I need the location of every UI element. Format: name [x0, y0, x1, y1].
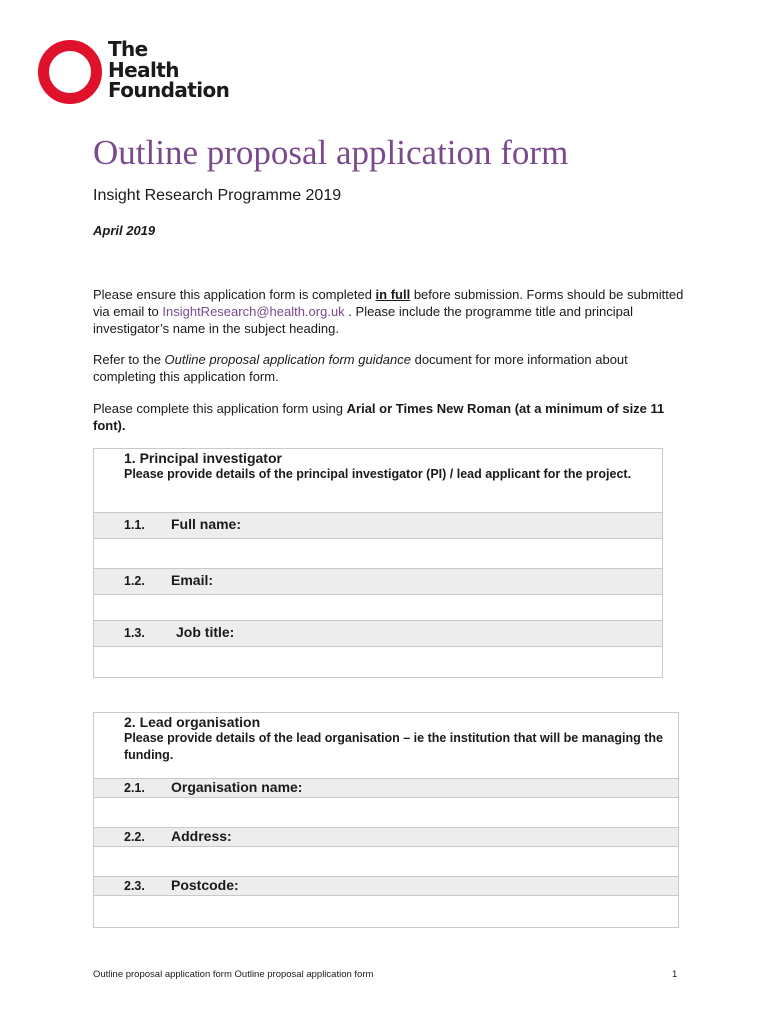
logo-ring-icon [38, 40, 102, 104]
page-title: Outline proposal application form [93, 133, 569, 172]
page-number: 1 [672, 969, 678, 980]
page-subtitle: Insight Research Programme 2019 [93, 187, 342, 204]
field-number: 2.3. [124, 879, 145, 893]
postcode-input[interactable] [95, 896, 677, 925]
section-2-heading: 2. Lead organisation [124, 714, 261, 730]
p1-emphasis: in full [375, 287, 411, 302]
section-1-heading: 1. Principal investigator [124, 450, 282, 466]
p1-text-c: before submission. Forms should be submitted via email to [93, 287, 684, 319]
intro-paragraph-1 [93, 286, 693, 337]
field-label-row [94, 827, 678, 847]
p1-text-d: . Please include the programme title and principal investigator’s name in the subject heading. [93, 304, 634, 336]
logo-line-3: Foundation [108, 78, 230, 102]
email-input[interactable] [95, 595, 661, 619]
section-2-header [124, 713, 670, 764]
logo-line-2: Health [108, 57, 179, 82]
field-label: Email: [171, 572, 214, 588]
field-number: 1.3. [124, 626, 145, 640]
logo-wordmark [108, 39, 229, 101]
full-name-input[interactable] [95, 539, 661, 567]
field-label: Organisation name: [171, 779, 303, 795]
field-label-row [94, 620, 662, 647]
intro-paragraph-3 [93, 400, 693, 434]
font-requirement: Arial or Times New Roman (at a minimum of size 11 font). [93, 401, 665, 433]
field-label: Address: [171, 828, 232, 844]
p2-text-c: document for more information about completing this application form. [93, 352, 628, 384]
field-label: Postcode: [171, 877, 239, 893]
page-footer: Outline proposal application form Outline proposal application form [93, 969, 374, 980]
field-label-row [94, 512, 662, 539]
field-label-row [94, 778, 678, 798]
p2-text-a: Refer to the [93, 352, 165, 367]
document-date: April 2019 [93, 223, 156, 238]
guidance-doc-reference: Outline proposal application form guidance [164, 352, 411, 367]
section-1-description: Please provide details of the principal investigator (PI) / lead applicant for the project. [124, 467, 632, 481]
intro-paragraph-2 [93, 351, 693, 385]
field-number: 2.2. [124, 830, 145, 844]
section-lead-organisation [93, 712, 679, 928]
health-foundation-logo [38, 37, 248, 104]
field-label-row [94, 876, 678, 896]
field-label: Job title: [176, 624, 235, 640]
logo-line-1: The [108, 37, 148, 61]
address-input[interactable] [95, 847, 677, 875]
section-2-description: Please provide details of the lead organisation – ie the institution that will be managing the funding. [124, 731, 663, 762]
section-principal-investigator [93, 448, 663, 678]
p1-text-a: Please ensure this application form is completed [93, 287, 376, 302]
submission-email-link[interactable]: InsightResearch@health.org.uk [162, 304, 345, 319]
field-label: Full name: [171, 516, 242, 532]
organisation-name-input[interactable] [95, 798, 677, 826]
field-label-row [94, 568, 662, 595]
field-number: 1.2. [124, 574, 145, 588]
job-title-input[interactable] [95, 647, 661, 675]
field-number: 2.1. [124, 781, 145, 795]
field-number: 1.1. [124, 518, 145, 532]
p3-text-a: Please complete this application form using [93, 401, 347, 416]
section-1-header [124, 449, 654, 483]
